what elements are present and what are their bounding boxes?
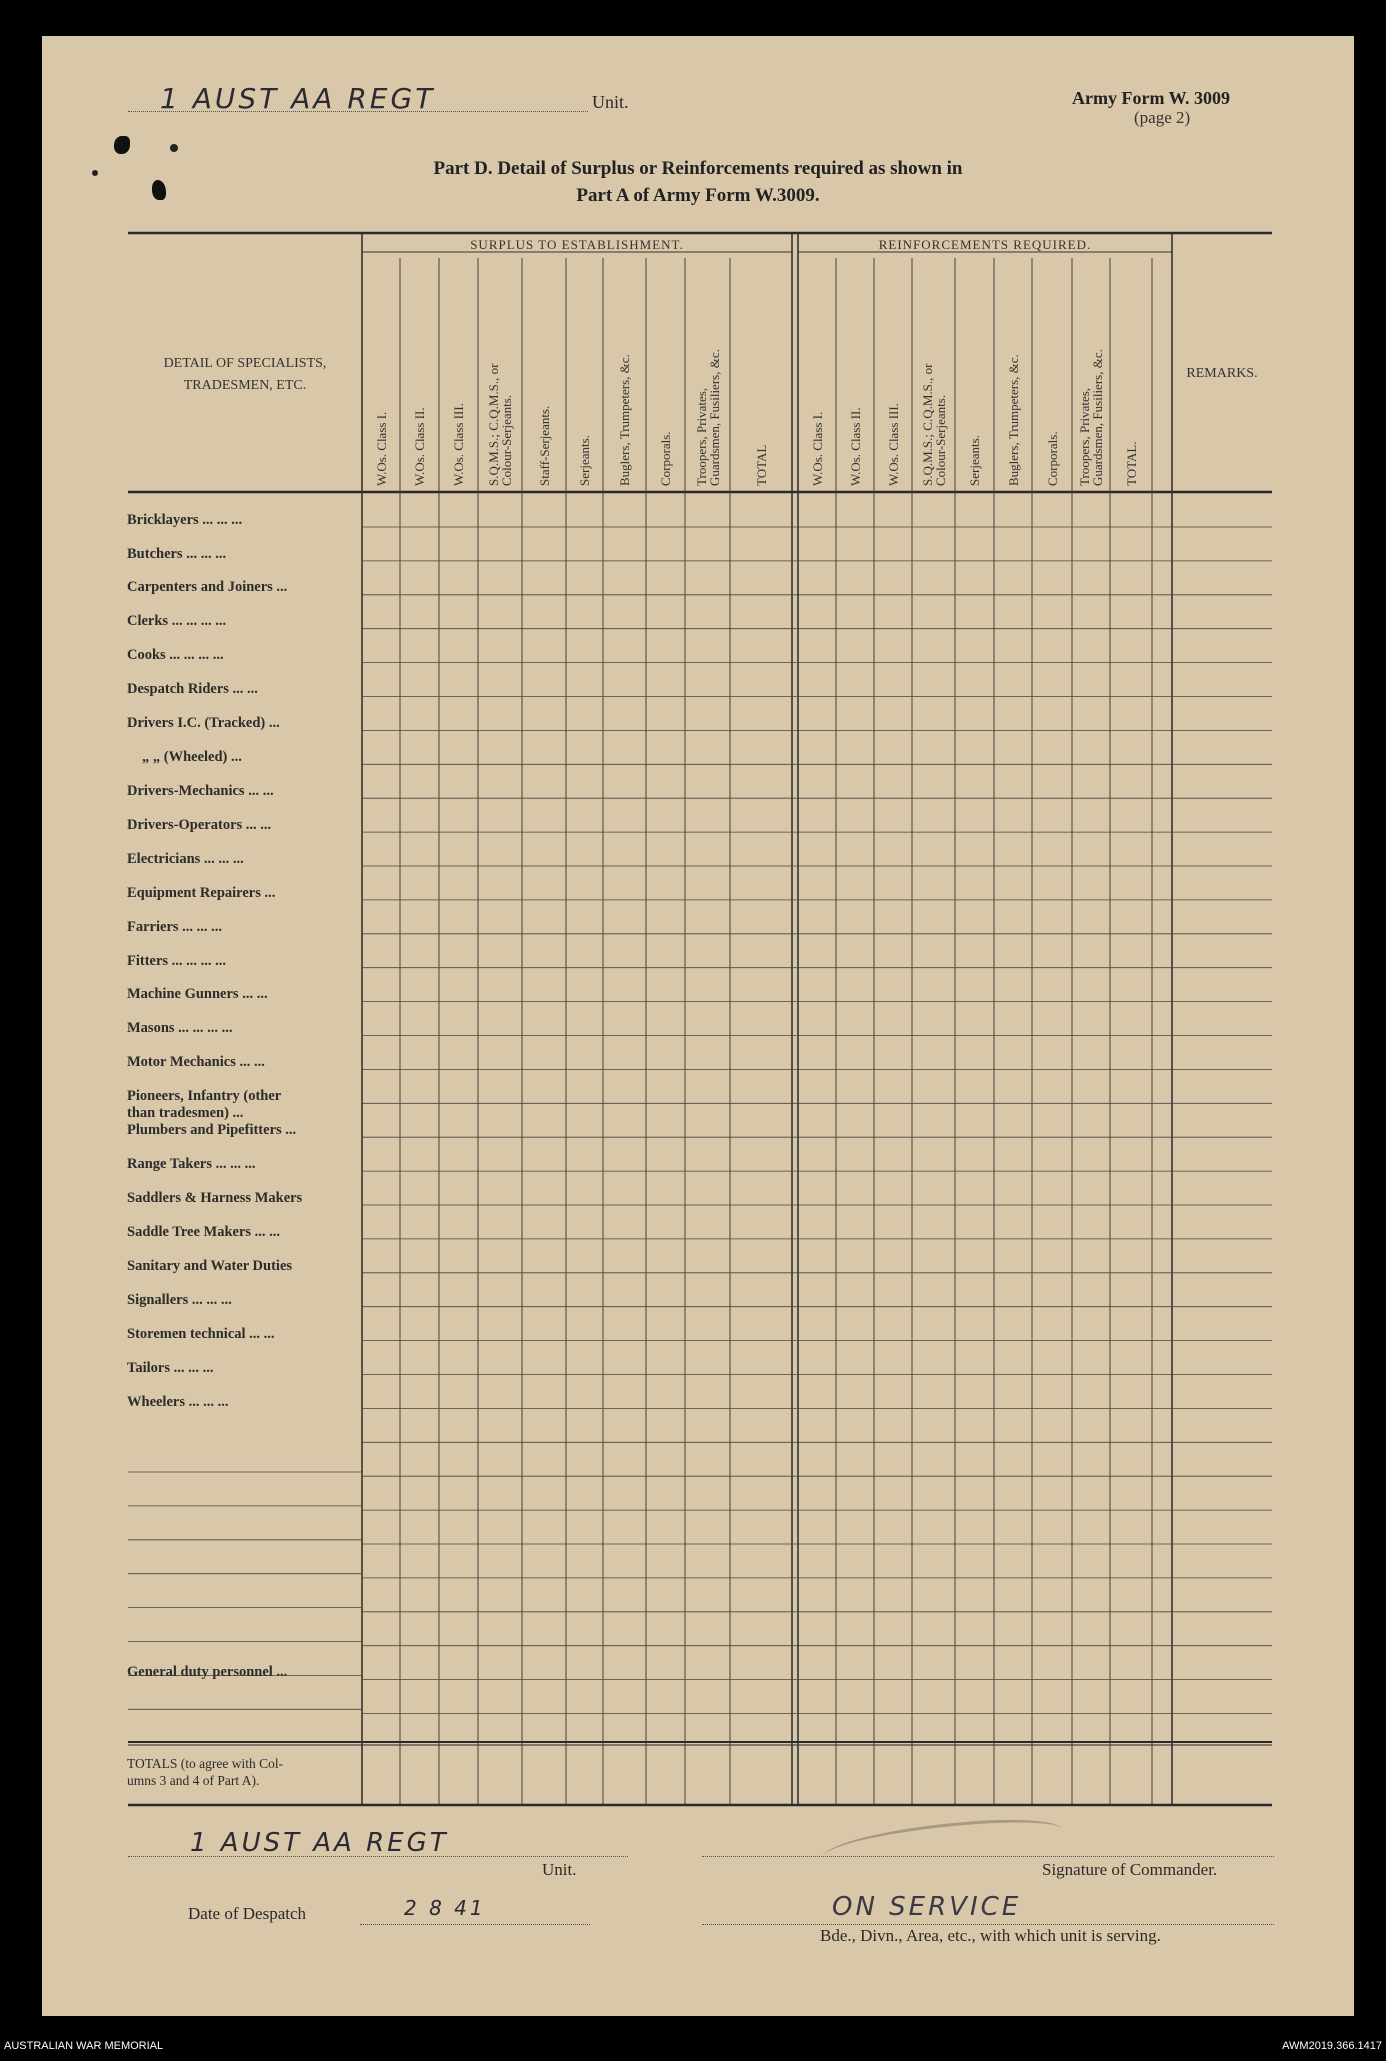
surplus-col-header: Corporals. (658, 431, 673, 486)
form-page: (page 2) (1134, 108, 1191, 127)
row-label: Farriers ... ... ... (127, 919, 223, 935)
row-label: Storemen technical ... ... (127, 1326, 275, 1342)
row-label-general-duty: General duty personnel ... (127, 1664, 288, 1680)
surplus-col-header: S.Q.M.S.; C.Q.M.S., or (486, 363, 501, 486)
surplus-col-header: Colour-Serjeants. (499, 394, 514, 486)
reinforcement-col-header: Serjeants. (967, 435, 982, 486)
surplus-col-header: TOTAL (753, 444, 769, 486)
reinforcement-col-header: W.Os. Class II. (847, 407, 863, 486)
remarks-header: REMARKS. (1186, 366, 1258, 381)
surplus-col-header: W.Os. Class II. (412, 407, 427, 486)
form-id: Army Form W. 3009 (1072, 88, 1230, 108)
row-label: Drivers I.C. (Tracked) ... (127, 715, 280, 731)
footer-unit-label: Unit. (542, 1860, 577, 1879)
reinforcement-col-header: W.Os. Class III. (885, 403, 901, 486)
signature-label: Signature of Commander. (1042, 1860, 1218, 1879)
reinforcement-col-header: Colour-Serjeants. (932, 394, 948, 486)
reinforcement-col-header: Corporals. (1044, 431, 1060, 486)
service-handwritten: ON SERVICE (832, 1892, 1022, 1922)
row-label: Drivers-Mechanics ... ... (127, 783, 274, 799)
bde-label: Bde., Divn., Area, etc., with which unit is serving. (820, 1926, 1161, 1945)
row-label: Tailors ... ... ... (127, 1360, 214, 1376)
reinforcement-col-header: TOTAL. (1123, 441, 1139, 486)
surplus-group-header: SURPLUS TO ESTABLISHMENT. (470, 237, 684, 252)
credit-bar (0, 2016, 1386, 2061)
date-label: Date of Despatch (188, 1904, 307, 1923)
row-label: Saddlers & Harness Makers (127, 1190, 303, 1206)
row-label: Machine Gunners ... ... (127, 986, 268, 1002)
row-label: Clerks ... ... ... ... (127, 613, 227, 629)
detail-header-line1: DETAIL OF SPECIALISTS, (163, 356, 327, 371)
row-label: Carpenters and Joiners ... (127, 579, 288, 595)
date-underline (360, 1924, 590, 1925)
surplus-col-header: Troopers, Privates, (693, 387, 709, 486)
surplus-col-header: Buglers, Trumpeters, &c. (617, 354, 632, 486)
surplus-col-header: Staff-Serjeants. (536, 405, 552, 486)
reinforcement-col-header: Troopers, Privates, (1077, 387, 1092, 486)
row-label: Wheelers ... ... ... (127, 1394, 229, 1410)
unit-handwritten: 1 AUST AA REGT (160, 82, 436, 115)
reinforcement-col-header: Guardsmen, Fusiliers, &c. (1090, 349, 1105, 486)
reinforcement-col-header: S.Q.M.S.; C.Q.M.S., or (919, 363, 935, 486)
footer-unit-handwritten: 1 AUST AA REGT (190, 1828, 449, 1858)
row-label-pioneers-sub: than tradesmen) ... (127, 1105, 244, 1121)
form-page (42, 36, 1354, 2016)
row-label: Sanitary and Water Duties (127, 1258, 293, 1274)
row-label: Motor Mechanics ... ... (127, 1054, 265, 1070)
unit-label: Unit. (592, 92, 629, 112)
reinforcement-col-header: W.Os. Class I. (809, 411, 825, 486)
surplus-col-header: Serjeants. (577, 435, 592, 486)
detail-header-line2: TRADESMEN, ETC. (183, 378, 307, 393)
row-label: Drivers-Operators ... ... (127, 817, 272, 833)
row-label: Electricians ... ... ... (127, 851, 244, 867)
row-label: Signallers ... ... ... (127, 1292, 232, 1308)
date-handwritten: 2 8 41 (404, 1896, 486, 1920)
row-label: Fitters ... ... ... ... (127, 953, 227, 969)
row-label: Pioneers, Infantry (other (127, 1088, 282, 1104)
form-title-line1: Part D. Detail of Surplus or Reinforcements required as shown in (433, 158, 963, 179)
surplus-col-header: W.Os. Class I. (373, 411, 389, 486)
row-label: Range Takers ... ... ... (127, 1156, 256, 1172)
form-title-line2: Part A of Army Form W.3009. (576, 185, 820, 206)
form-table-grid (42, 36, 1354, 2016)
row-label: Despatch Riders ... ... (127, 681, 258, 697)
row-label: Saddle Tree Makers ... ... (127, 1224, 281, 1240)
row-label: Masons ... ... ... ... (127, 1020, 233, 1036)
credit-right: AWM2019.366.1417 (1282, 2040, 1382, 2052)
reinforcements-group-header: REINFORCEMENTS REQUIRED. (878, 237, 1092, 252)
row-label: Bricklayers ... ... ... (127, 512, 243, 528)
row-label: Butchers ... ... ... (127, 546, 227, 562)
surplus-col-header: Guardsmen, Fusiliers, &c. (706, 349, 722, 486)
totals-label-line1: TOTALS (to agree with Col- (127, 1756, 284, 1771)
row-label: Equipment Repairers ... (127, 885, 276, 901)
surplus-col-header: W.Os. Class III. (451, 403, 466, 486)
row-label: „ „ (Wheeled) ... (142, 749, 242, 765)
row-label: Plumbers and Pipefitters ... (127, 1122, 297, 1138)
bde-underline (702, 1924, 1274, 1925)
row-label: Cooks ... ... ... ... (127, 647, 224, 663)
totals-label-line2: umns 3 and 4 of Part A). (127, 1773, 260, 1788)
credit-left: AUSTRALIAN WAR MEMORIAL (4, 2040, 164, 2052)
reinforcement-col-header: Buglers, Trumpeters, &c. (1005, 354, 1021, 486)
